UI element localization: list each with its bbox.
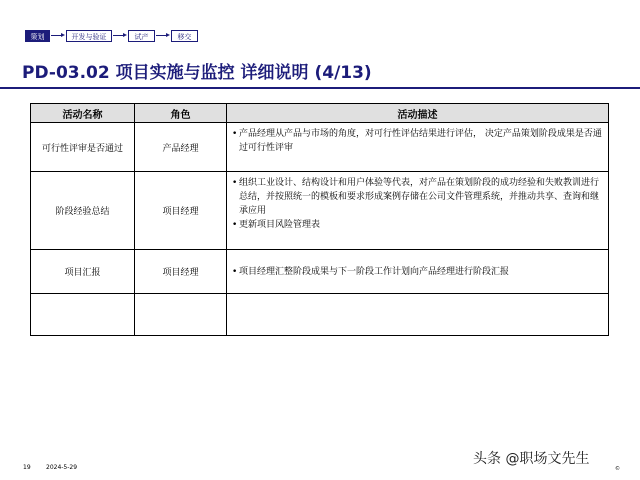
arrow-right-icon xyxy=(50,29,66,42)
bullet-icon: • xyxy=(232,129,238,139)
activity-table xyxy=(30,103,609,336)
bullet-text: 产品经理从产品与市场的角度，对可行性评估结果进行评估， 决定产品策划阶段成果是否通过可行性评审 xyxy=(239,129,602,153)
activity-name-cell: 阶段经验总结 xyxy=(31,172,135,250)
bullet-icon: • xyxy=(232,266,238,277)
header-role: 角色 xyxy=(135,104,227,123)
role-cell: 项目经理 xyxy=(135,172,227,250)
description-cell xyxy=(227,123,609,172)
arrow-right-icon xyxy=(112,29,128,42)
bullet-icon: • xyxy=(232,178,238,188)
copyright-mark: © xyxy=(615,466,620,472)
table-row xyxy=(31,250,609,294)
activity-name-cell xyxy=(31,294,135,336)
description-cell xyxy=(227,294,609,336)
footer-date: 2024-5-29 xyxy=(46,464,78,471)
activity-name-cell: 项目汇报 xyxy=(31,250,135,294)
page-number: 19 xyxy=(23,464,31,471)
process-step-develop[interactable]: 开发与验证 xyxy=(66,30,112,42)
table-row xyxy=(31,172,609,250)
process-step-trial[interactable]: 试产 xyxy=(128,30,155,42)
table-row xyxy=(31,123,609,172)
bullet-text: 更新项目风险管理表 xyxy=(239,220,321,230)
role-cell xyxy=(135,294,227,336)
process-step-plan[interactable]: 策划 xyxy=(25,30,50,42)
header-activity-description: 活动描述 xyxy=(227,104,609,123)
arrow-right-icon xyxy=(155,29,171,42)
table-header-row xyxy=(31,104,609,123)
bullet-icon: • xyxy=(232,220,238,230)
page-title: PD-03.02 项目实施与监控 详细说明 (4/13) xyxy=(22,63,372,83)
bullet-text: 组织工业设计、结构设计和用户体验等代表，对产品在策划阶段的成功经验和失败教训进行总结，并按照统一的模板和要求形成案例存储在公司文件管理系统，并推动共享、查询和继承应用 xyxy=(239,178,600,216)
bullet-item xyxy=(232,176,602,218)
description-cell xyxy=(227,250,609,294)
bullet-item xyxy=(232,127,602,155)
watermark: 头条 @职场文先生 xyxy=(473,451,590,467)
process-breadcrumb xyxy=(25,29,198,42)
bullet-item xyxy=(232,265,602,279)
header-activity-name: 活动名称 xyxy=(31,104,135,123)
description-cell xyxy=(227,172,609,250)
activity-name-cell: 可行性评审是否通过 xyxy=(31,123,135,172)
bullet-text: 项目经理汇整阶段成果与下一阶段工作计划向产品经理进行阶段汇报 xyxy=(239,266,510,277)
bullet-item xyxy=(232,218,602,232)
role-cell: 项目经理 xyxy=(135,250,227,294)
table-row xyxy=(31,294,609,336)
title-divider xyxy=(0,87,640,89)
role-cell: 产品经理 xyxy=(135,123,227,172)
process-step-handover[interactable]: 移交 xyxy=(171,30,198,42)
